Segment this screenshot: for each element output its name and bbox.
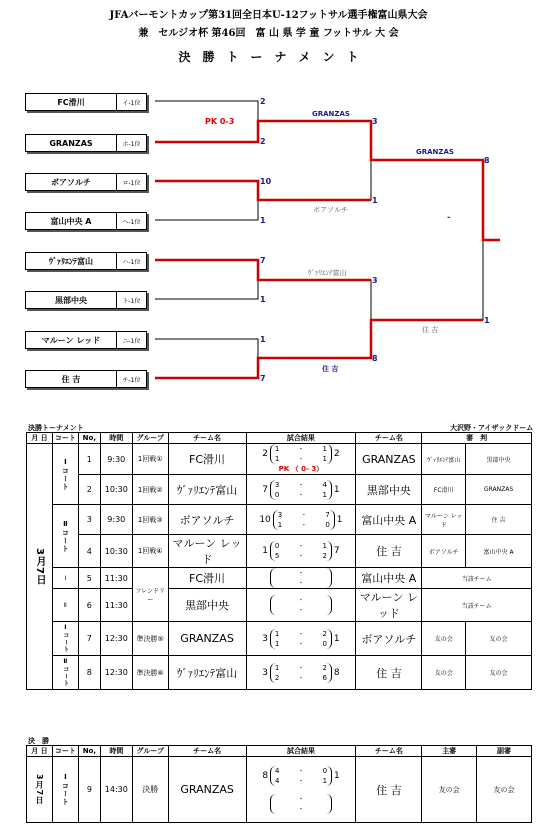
- bracket-team: GRANZAS ホ-1位: [25, 134, 147, 152]
- header-line2: 兼 セルジオ杯 第46回 富 山 県 学 童 フットサル 大 会: [138, 28, 399, 39]
- winner-label: GRANZAS: [416, 148, 454, 156]
- bracket-team: FC滑川 イ-1位: [25, 93, 147, 111]
- score-left: 3: [262, 633, 268, 644]
- match-group: 1回戦②: [132, 475, 168, 505]
- referee-sub: 友の会: [477, 757, 532, 823]
- match-result: - -: [246, 568, 356, 589]
- match-result: - -: [246, 589, 356, 622]
- team-left: マルーン レッド: [168, 535, 246, 568]
- match-no: 1: [78, 444, 100, 475]
- court-cell: Ⅰコート: [61, 457, 70, 491]
- bracket-team: 住 吉 チ-1位: [25, 370, 147, 388]
- table-row: [27, 475, 532, 505]
- bracket-team: マルーン レッド ニ-1位: [25, 331, 147, 349]
- score: 1: [260, 295, 266, 304]
- match-result: 3 1 - 2 2 - 6 8: [246, 656, 356, 690]
- score: 3: [372, 117, 378, 126]
- score: 1: [372, 196, 378, 205]
- table-row: [27, 535, 532, 568]
- table1-title: 決勝トーナメント: [28, 424, 84, 432]
- winner-label: ｳﾞｧﾘｴﾝﾃ富山: [308, 269, 347, 277]
- match-group: 準決勝⑥: [132, 656, 168, 690]
- table-header: 月 日 コート No, 時間 グループ チーム名 試合結果 チーム名 審 判: [27, 433, 532, 444]
- table-header: 月 日 コート No, 時間 グループ チーム名 試合結果 チーム名 主審 副審: [27, 746, 532, 757]
- match-group: 1回戦①: [132, 444, 168, 475]
- team-right: GRANZAS: [356, 444, 422, 475]
- court-cell: Ⅰ: [64, 574, 67, 582]
- score: 1: [260, 335, 266, 344]
- team-right: 黒部中央: [356, 475, 422, 505]
- winner-label: 住 吉: [322, 365, 339, 373]
- team-right: 富山中央 A: [356, 568, 422, 589]
- winner-label: ボアソルチ: [313, 206, 348, 214]
- table-row: [27, 505, 532, 535]
- match-no: 7: [78, 622, 100, 656]
- referee-1: ボアソルチ: [422, 535, 466, 568]
- team-right: 富山中央 A: [356, 505, 422, 535]
- match-no: 6: [78, 589, 100, 622]
- winner-label: 住 吉: [422, 326, 439, 334]
- match-result: 3 1 - 2 1 - 0 1: [246, 622, 356, 656]
- match-time: 12:30: [100, 622, 132, 656]
- referee-2: 友の会: [466, 622, 532, 656]
- team-left: 黒部中央: [168, 589, 246, 622]
- referee-2: GRANZAS: [466, 475, 532, 505]
- referee-2: 黒部中央: [466, 444, 532, 475]
- score: 8: [372, 354, 378, 363]
- table-row: [27, 757, 532, 823]
- match-result: 1 0 - 1 5 - 2 7: [246, 535, 356, 568]
- date-cell: 3月7日: [33, 547, 45, 586]
- team-left: FC滑川: [168, 568, 246, 589]
- score-left: 2: [262, 449, 268, 459]
- score-right: 8: [333, 667, 340, 678]
- pk-result: PK （ 0- 3）: [278, 465, 324, 473]
- champion-label: -: [447, 213, 451, 223]
- match-group: フレンドリー: [132, 568, 168, 622]
- team-left: ｳﾞｧﾘｴﾝﾃ富山: [168, 475, 246, 505]
- score-left: 3: [262, 667, 268, 678]
- score-right: 1: [333, 484, 340, 495]
- page-title: 決 勝 ト ー ナ メ ン ト: [178, 50, 359, 64]
- team-left: GRANZAS: [168, 622, 246, 656]
- match-time: 9:30: [100, 505, 132, 535]
- referee-1: 友の会: [422, 656, 466, 690]
- referee: 当該チーム: [422, 568, 532, 589]
- referee: 当該チーム: [422, 589, 532, 622]
- team-right: ボアソルチ: [356, 622, 422, 656]
- match-time: 12:30: [100, 656, 132, 690]
- referee-2: 富山中央 A: [466, 535, 532, 568]
- team-right: 住 吉: [356, 757, 422, 823]
- match-time: 11:30: [100, 568, 132, 589]
- match-time: 9:30: [100, 444, 132, 475]
- team-left: FC滑川: [168, 444, 246, 475]
- score: 8: [484, 156, 490, 165]
- court-cell: Ⅱ: [63, 601, 67, 609]
- pk-note: PK 0-3: [205, 117, 235, 126]
- match-group: 準決勝⑤: [132, 622, 168, 656]
- table2-title: 決 勝: [28, 737, 49, 745]
- referee-1: FC滑川: [422, 475, 466, 505]
- match-time: 14:30: [100, 757, 132, 823]
- match-result: 8 4 - 0 4 - 1 1 - -: [246, 757, 356, 823]
- court-cell: Ⅱコート: [61, 519, 70, 553]
- referee-1: ｳﾞｧﾘｴﾝﾃ富山: [422, 444, 466, 475]
- match-no: 5: [78, 568, 100, 589]
- table-row: [27, 589, 532, 622]
- match-group: 1回戦④: [132, 535, 168, 568]
- team-left: ｳﾞｧﾘｴﾝﾃ富山: [168, 656, 246, 690]
- match-group: 1回戦③: [132, 505, 168, 535]
- referee-2: 住 吉: [466, 505, 532, 535]
- team-left: GRANZAS: [168, 757, 246, 823]
- court-cell: Ⅱコート: [61, 658, 69, 687]
- table-row: [27, 656, 532, 690]
- referee-1: マルーン レッド: [422, 505, 466, 535]
- date-cell: 3月7日: [34, 773, 44, 806]
- bracket-team: ｳﾞｧﾘｴﾝﾃ富山 ハ-1位: [25, 252, 147, 270]
- score-right: 1: [334, 770, 340, 781]
- score-left: 7: [262, 484, 268, 495]
- score: 10: [260, 177, 272, 186]
- score: 1: [484, 316, 490, 325]
- match-group: 決勝: [132, 757, 168, 823]
- bracket-team: 黒部中央 ト-1位: [25, 291, 147, 309]
- match-no: 8: [78, 656, 100, 690]
- referee-1: 友の会: [422, 622, 466, 656]
- score-left: 10: [259, 514, 271, 525]
- table-row: [27, 622, 532, 656]
- final-table: [26, 745, 532, 823]
- score-left: 8: [262, 770, 269, 781]
- score: 7: [260, 374, 266, 383]
- referee-main: 友の会: [422, 757, 477, 823]
- score-right: 1: [336, 514, 343, 525]
- match-time: 11:30: [100, 589, 132, 622]
- match-result: 2 1 - 1 1 - 1 2 PK （ 0- 3）: [246, 444, 356, 475]
- court-cell: Ⅰコート: [61, 773, 70, 806]
- match-time: 10:30: [100, 475, 132, 505]
- table-row: [27, 568, 532, 589]
- match-no: 9: [78, 757, 100, 823]
- score: 1: [260, 216, 266, 225]
- court-cell: Ⅰコート: [61, 624, 69, 653]
- score-right: 1: [333, 633, 340, 644]
- team-right: 住 吉: [356, 535, 422, 568]
- match-no: 2: [78, 475, 100, 505]
- score-right: 2: [333, 449, 340, 459]
- score-right: 7: [333, 546, 340, 556]
- match-no: 4: [78, 535, 100, 568]
- team-right: 住 吉: [356, 656, 422, 690]
- match-result: 10 3 - 7 1 - 0 1: [246, 505, 356, 535]
- schedule-table: [26, 432, 532, 690]
- header-line1: JFAバーモントカップ第31回全日本U-12フットサル選手権富山県大会: [109, 10, 428, 21]
- score: 2: [260, 97, 266, 106]
- referee-2: 友の会: [466, 656, 532, 690]
- score: 7: [260, 256, 266, 265]
- match-time: 10:30: [100, 535, 132, 568]
- bracket-team: 富山中央 A ヘ-1位: [25, 212, 147, 230]
- score: 3: [372, 276, 378, 285]
- match-result: 7 3 - 4 0 - 1 1: [246, 475, 356, 505]
- table1-venue: 大沢野・アイザックドーム: [450, 424, 534, 432]
- score: 2: [260, 137, 266, 146]
- team-right: マルーン レッド: [356, 589, 422, 622]
- match-no: 3: [78, 505, 100, 535]
- score-left: 1: [262, 546, 268, 556]
- team-left: ボアソルチ: [168, 505, 246, 535]
- bracket-team: ボアソルチ ロ-1位: [25, 173, 147, 191]
- winner-label: GRANZAS: [312, 110, 350, 118]
- table-row: [27, 444, 532, 475]
